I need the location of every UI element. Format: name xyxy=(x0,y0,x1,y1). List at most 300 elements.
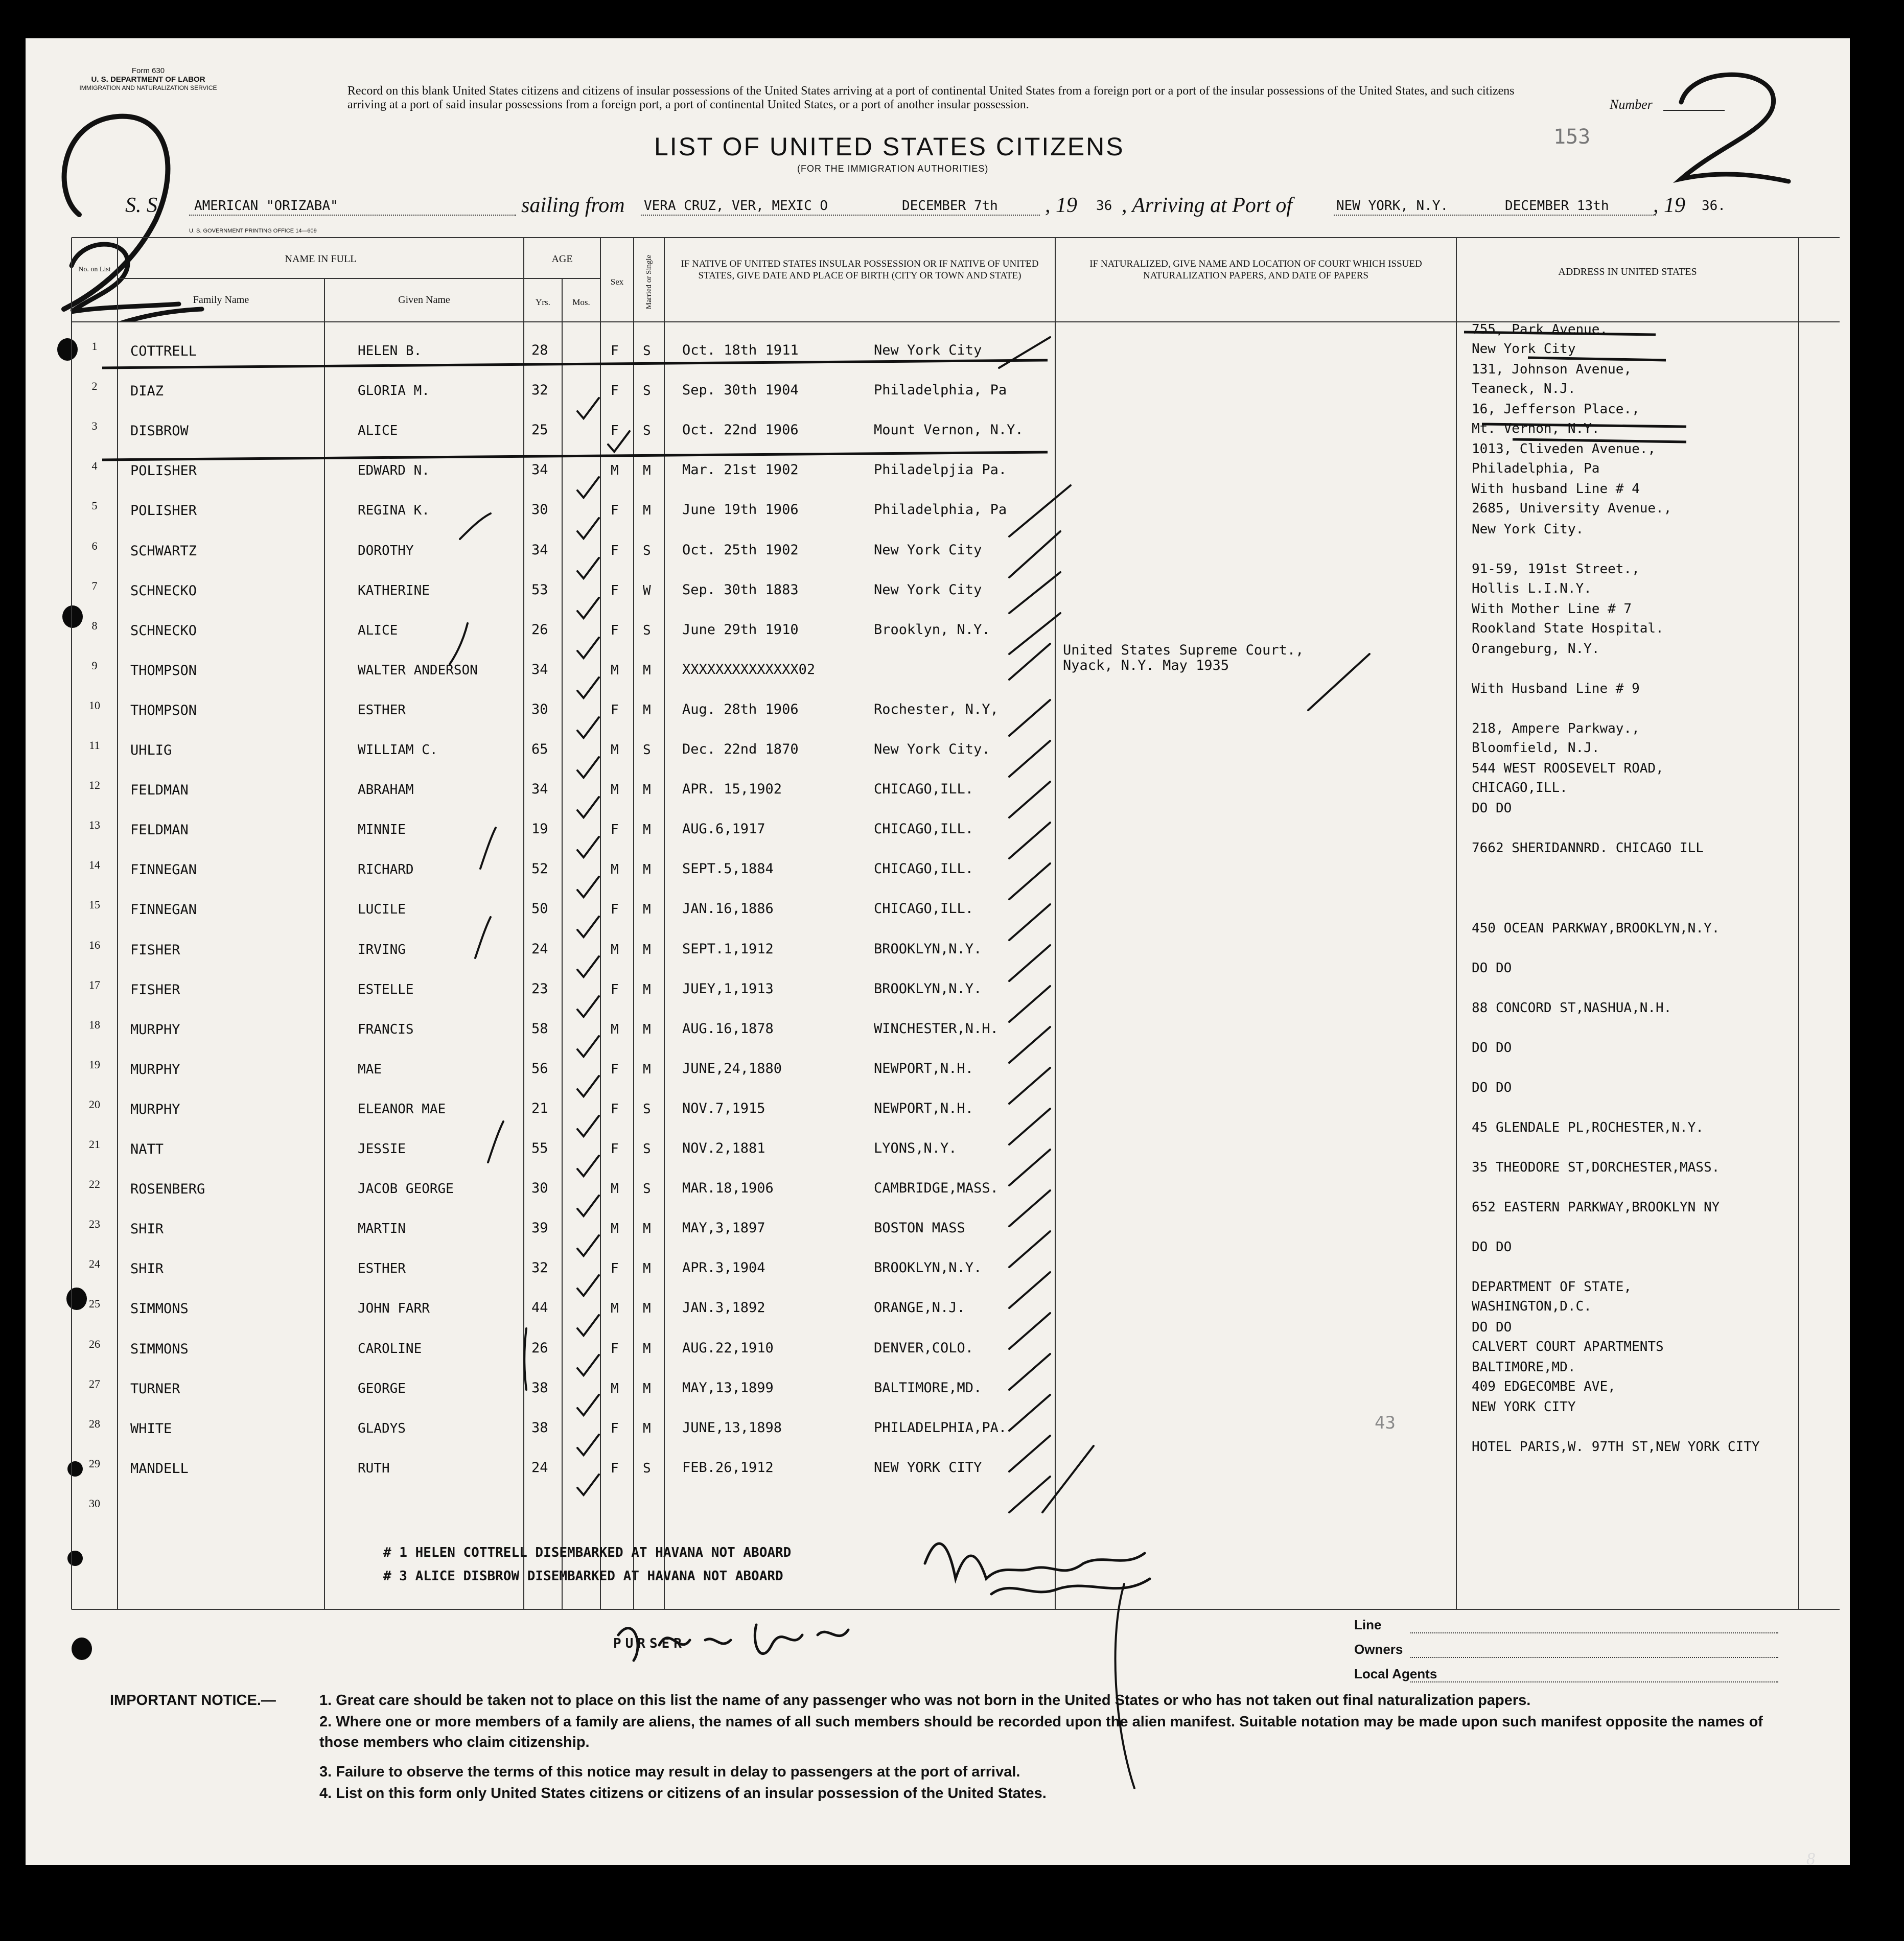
address-line-1: 88 CONCORD ST,NASHUA,N.H. xyxy=(1472,1000,1672,1016)
sex: F xyxy=(611,982,619,997)
age-years: 34 xyxy=(531,542,548,558)
col-naturalized: IF NATURALIZED, GIVE NAME AND LOCATION OF COURT WHICH ISSUED NATURALIZATION PAPERS, AND DATE OF PAPERS xyxy=(1089,259,1422,281)
col-no-on-list: No. on List xyxy=(78,266,111,273)
age-years: 28 xyxy=(531,342,548,358)
marital-status: M xyxy=(643,1062,651,1077)
address-line-2: CHICAGO,ILL. xyxy=(1472,780,1568,796)
given-name: JESSIE xyxy=(358,1141,406,1157)
birth-place: New York City xyxy=(874,542,982,558)
birth-date: AUG.22,1910 xyxy=(682,1340,774,1356)
marital-status: M xyxy=(643,703,651,718)
department: U. S. DEPARTMENT OF LABOR xyxy=(91,75,205,84)
notice-item-2: 2. Where one or more members of a family are aliens, the names of all such members should be recorded upon the alien manifest. Suitable notation may be made upon such manifest opposite the names of those members who claim citizenship. xyxy=(319,1714,1763,1750)
year-1: 36 xyxy=(1096,198,1112,214)
family-name: DISBROW xyxy=(130,423,189,439)
notice-label: IMPORTANT NOTICE.— xyxy=(110,1692,276,1709)
age-years: 21 xyxy=(531,1101,548,1116)
sex: F xyxy=(611,703,619,718)
purser-label: PURSER xyxy=(613,1636,686,1651)
address-line-1: DO DO xyxy=(1472,961,1512,976)
row-number: 23 xyxy=(89,1218,100,1230)
row-number: 27 xyxy=(89,1377,100,1390)
col-address: ADDRESS IN UNITED STATES xyxy=(1558,266,1697,277)
notice-item-3: 3. Failure to observe the terms of this notice may result in delay to passengers at the port of arrival. xyxy=(319,1764,1020,1780)
age-years: 50 xyxy=(531,901,548,917)
sex: F xyxy=(611,383,619,399)
given-name: GEORGE xyxy=(358,1381,406,1396)
marital-status: M xyxy=(643,1301,651,1316)
sex: F xyxy=(611,623,619,638)
birth-date: June 19th 1906 xyxy=(682,502,799,518)
sex: F xyxy=(611,822,619,837)
birth-date: Aug. 28th 1906 xyxy=(682,701,799,717)
address-line-1: 16, Jefferson Place., xyxy=(1472,402,1640,417)
col-mos: Mos. xyxy=(572,297,590,307)
row-number: 10 xyxy=(89,699,100,712)
address-line-2: New York City xyxy=(1472,341,1576,357)
row-number: 21 xyxy=(89,1138,100,1151)
row-number: 3 xyxy=(91,419,98,432)
form-number: Form 630 xyxy=(131,66,165,75)
marital-status: M xyxy=(643,862,651,877)
birth-place: Philadelphia, Pa xyxy=(874,502,1007,518)
row-number: 26 xyxy=(89,1338,100,1350)
address-line-1: 1013, Cliveden Avenue., xyxy=(1472,441,1656,457)
birth-place: Brooklyn, N.Y. xyxy=(874,622,990,638)
age-years: 23 xyxy=(531,981,548,997)
arrive-date: DECEMBER 13th xyxy=(1505,198,1609,214)
marital-status: S xyxy=(643,1461,651,1476)
from-port: VERA CRUZ, VER, MEXIC O xyxy=(644,198,828,214)
sex: F xyxy=(611,543,619,558)
address-line-1: With husband Line # 4 xyxy=(1472,481,1640,497)
age-years: 65 xyxy=(531,741,548,757)
given-name: ALICE xyxy=(358,423,398,438)
address-line-1: 652 EASTERN PARKWAY,BROOKLYN NY xyxy=(1472,1200,1720,1215)
given-name: WILLIAM C. xyxy=(358,742,438,758)
address-line-1: 35 THEODORE ST,DORCHESTER,MASS. xyxy=(1472,1160,1720,1175)
row-number: 19 xyxy=(89,1058,100,1071)
sex: F xyxy=(611,1421,619,1436)
age-years: 24 xyxy=(531,1460,548,1476)
address-line-1: With Mother Line # 7 xyxy=(1472,601,1632,617)
marital-status: M xyxy=(643,503,651,518)
given-name: JOHN FARR xyxy=(358,1301,430,1316)
age-years: 30 xyxy=(531,1180,548,1196)
to-port: NEW YORK, N.Y. xyxy=(1336,198,1449,214)
sex: M xyxy=(611,782,619,798)
given-name: MINNIE xyxy=(358,822,406,837)
age-years: 32 xyxy=(531,1260,548,1276)
officer-signature xyxy=(915,1517,1272,1615)
address-line-1: HOTEL PARIS,W. 97TH ST,NEW YORK CITY xyxy=(1472,1439,1760,1455)
arriving-label: , Arriving at Port of xyxy=(1122,194,1293,217)
given-name: HELEN B. xyxy=(358,343,422,359)
birth-date: NOV.2,1881 xyxy=(682,1140,765,1156)
ss-prefix: S. S. xyxy=(125,194,163,217)
given-name: EDWARD N. xyxy=(358,463,430,478)
birth-date: FEB.26,1912 xyxy=(682,1460,774,1476)
marital-status: M xyxy=(643,782,651,798)
sex: M xyxy=(611,742,619,758)
birth-place: BALTIMORE,MD. xyxy=(874,1380,982,1396)
row-number: 7 xyxy=(91,579,98,592)
given-name: CAROLINE xyxy=(358,1341,422,1357)
number-label: Number xyxy=(1610,97,1653,112)
row-number: 24 xyxy=(89,1257,100,1270)
birth-date: AUG.16,1878 xyxy=(682,1021,774,1037)
age-years: 30 xyxy=(531,701,548,717)
birth-place: NEWPORT,N.H. xyxy=(874,1061,974,1077)
family-name: MURPHY xyxy=(130,1022,180,1038)
birth-place: Mount Vernon, N.Y. xyxy=(874,422,1024,438)
age-years: 58 xyxy=(531,1021,548,1037)
birth-place: NEWPORT,N.H. xyxy=(874,1101,974,1116)
marital-status: S xyxy=(643,1141,651,1157)
address-line-2: Rookland State Hospital. xyxy=(1472,621,1664,636)
line-field xyxy=(1410,1632,1778,1633)
row-number: 15 xyxy=(89,898,100,911)
row-number: 13 xyxy=(89,819,100,831)
marital-status: S xyxy=(643,343,651,359)
owners-label: Owners xyxy=(1354,1642,1403,1657)
family-name: THOMPSON xyxy=(130,663,197,679)
birth-place: New York City xyxy=(874,342,982,358)
birth-date: Sep. 30th 1883 xyxy=(682,582,799,598)
sex: F xyxy=(611,1461,619,1476)
page-subtitle: (FOR THE IMMIGRATION AUTHORITIES) xyxy=(797,163,989,174)
marital-status: M xyxy=(643,1022,651,1037)
given-name: GLADYS xyxy=(358,1421,406,1436)
birth-date: MAY,13,1899 xyxy=(682,1380,774,1396)
address-line-2: 2685, University Avenue., xyxy=(1472,501,1672,516)
given-name: WALTER ANDERSON xyxy=(358,663,478,678)
given-name: JACOB GEORGE xyxy=(358,1181,454,1197)
row-number: 9 xyxy=(91,659,98,672)
family-name: SIMMONS xyxy=(130,1301,189,1317)
notice-item-4: 4. List on this form only United States citizens or citizens of an insular possession of the United States. xyxy=(319,1785,1047,1802)
sex: F xyxy=(611,1141,619,1157)
col-name-in-full: NAME IN FULL xyxy=(285,253,357,265)
sex: F xyxy=(611,902,619,917)
local-agents-label: Local Agents xyxy=(1354,1666,1437,1681)
age-years: 38 xyxy=(531,1380,548,1396)
row-number: 6 xyxy=(91,540,98,552)
col-married-or-single: Married or Single xyxy=(645,254,653,310)
family-name: FELDMAN xyxy=(130,822,189,838)
address-line-2: CALVERT COURT APARTMENTS xyxy=(1472,1339,1664,1354)
age-years: 52 xyxy=(531,861,548,877)
given-name: IRVING xyxy=(358,942,406,957)
address-line-1: DEPARTMENT OF STATE, xyxy=(1472,1279,1632,1295)
address-line-1: 91-59, 191st Street., xyxy=(1472,562,1640,577)
local-agents-field xyxy=(1410,1681,1778,1682)
birth-date: MAR.18,1906 xyxy=(682,1180,774,1196)
family-name: FISHER xyxy=(130,982,180,998)
family-name: MURPHY xyxy=(130,1062,180,1078)
given-name: LUCILE xyxy=(358,902,406,917)
naturalization-court-detail: Nyack, N.Y. May 1935 xyxy=(1063,658,1229,673)
family-name: SCHWARTZ xyxy=(130,543,197,559)
birth-date: Oct. 18th 1911 xyxy=(682,342,799,358)
family-name: THOMPSON xyxy=(130,703,197,718)
sex: M xyxy=(611,663,619,678)
given-name: MARTIN xyxy=(358,1221,406,1236)
given-name: ALICE xyxy=(358,623,398,638)
birth-place: CAMBRIDGE,MASS. xyxy=(874,1180,999,1196)
row-number: 30 xyxy=(89,1497,100,1510)
birth-date: JUEY,1,1913 xyxy=(682,981,774,997)
sex: M xyxy=(611,1181,619,1197)
year-prefix-1: , 19 xyxy=(1045,194,1077,217)
age-years: 19 xyxy=(531,821,548,837)
service: IMMIGRATION AND NATURALIZATION SERVICE xyxy=(79,84,217,91)
family-name: FINNEGAN xyxy=(130,902,197,918)
given-name: ESTELLE xyxy=(358,982,414,997)
given-name: RICHARD xyxy=(358,862,414,877)
col-family-name: Family Name xyxy=(193,294,249,306)
age-years: 34 xyxy=(531,462,548,478)
given-name: RUTH xyxy=(358,1461,390,1476)
birth-date: Oct. 22nd 1906 xyxy=(682,422,799,438)
marital-status: S xyxy=(643,383,651,399)
family-name: FISHER xyxy=(130,942,180,958)
birth-date: APR.3,1904 xyxy=(682,1260,765,1276)
marital-status: S xyxy=(643,623,651,638)
notice-item-1: 1. Great care should be taken not to place on this list the name of any passenger who was not born in the United States or who has not taken out final naturalization papers. xyxy=(319,1692,1531,1709)
birth-place: CHICAGO,ILL. xyxy=(874,821,974,837)
address-line-1: DO DO xyxy=(1472,1040,1512,1056)
row-number: 29 xyxy=(89,1457,100,1470)
ship-name: AMERICAN "ORIZABA" xyxy=(194,198,338,214)
family-name: TURNER xyxy=(130,1381,180,1397)
marital-status: M xyxy=(643,1421,651,1436)
address-line-1: With Husband Line # 9 xyxy=(1472,681,1640,696)
marital-status: W xyxy=(643,583,651,598)
age-years: 30 xyxy=(531,502,548,518)
address-line-1: DO DO xyxy=(1472,1240,1512,1255)
birth-place: ORANGE,N.J. xyxy=(874,1300,965,1316)
birth-place: CHICAGO,ILL. xyxy=(874,901,974,917)
address-line-2: 409 EDGECOMBE AVE, xyxy=(1472,1379,1616,1394)
family-name: MANDELL xyxy=(130,1461,189,1477)
marital-status: M xyxy=(643,1261,651,1276)
birth-date: Oct. 25th 1902 xyxy=(682,542,799,558)
family-name: FINNEGAN xyxy=(130,862,197,878)
row-number: 14 xyxy=(89,858,100,871)
given-name: KATHERINE xyxy=(358,583,430,598)
marital-status: M xyxy=(643,982,651,997)
family-name: SHIR xyxy=(130,1261,164,1277)
age-years: 44 xyxy=(531,1300,548,1316)
sailing-label: sailing from xyxy=(521,194,625,217)
family-name: MURPHY xyxy=(130,1102,180,1117)
sex: M xyxy=(611,463,619,478)
birth-place: New York City xyxy=(874,582,982,598)
age-years: 26 xyxy=(531,1340,548,1356)
marital-status: M xyxy=(643,942,651,957)
marital-status: M xyxy=(643,822,651,837)
sex: F xyxy=(611,1261,619,1276)
marital-status: S xyxy=(643,1181,651,1197)
marital-status: S xyxy=(643,543,651,558)
row-number: 12 xyxy=(89,779,100,791)
marital-status: S xyxy=(643,1102,651,1117)
family-name: SCHNECKO xyxy=(130,583,197,599)
row-number: 18 xyxy=(89,1018,100,1031)
address-line-1: BALTIMORE,MD. xyxy=(1472,1360,1576,1375)
family-name: POLISHER xyxy=(130,463,197,479)
row-number: 4 xyxy=(91,459,98,472)
birth-date: JUNE,24,1880 xyxy=(682,1061,782,1077)
marital-status: M xyxy=(643,463,651,478)
address-line-2: Teaneck, N.J. xyxy=(1472,381,1576,396)
birth-place: New York City. xyxy=(874,741,990,757)
marital-status: M xyxy=(643,1381,651,1396)
stamp-number: 153 xyxy=(1553,125,1591,149)
address-line-1: NEW YORK CITY xyxy=(1472,1399,1576,1415)
address-line-1: DO DO xyxy=(1472,801,1512,816)
birth-place: CHICAGO,ILL. xyxy=(874,861,974,877)
row-number: 28 xyxy=(89,1417,100,1430)
birth-date: MAY,3,1897 xyxy=(682,1220,765,1236)
birth-date: XXXXXXXXXXXXXX02 xyxy=(682,662,816,677)
sex: F xyxy=(611,1102,619,1117)
birth-date: AUG.6,1917 xyxy=(682,821,765,837)
given-name: ESTHER xyxy=(358,703,406,718)
birth-place: CHICAGO,ILL. xyxy=(874,781,974,797)
sex: F xyxy=(611,503,619,518)
address-line-1: 218, Ampere Parkway., xyxy=(1472,721,1640,736)
col-yrs: Yrs. xyxy=(536,297,550,307)
birth-place: BOSTON MASS xyxy=(874,1220,965,1236)
row-number: 5 xyxy=(91,499,98,512)
birth-place: DENVER,COLO. xyxy=(874,1340,974,1356)
marital-status: M xyxy=(643,1341,651,1357)
row-number: 1 xyxy=(91,340,98,353)
year-2: 36. xyxy=(1702,198,1726,214)
family-name: DIAZ xyxy=(130,383,164,399)
row-number: 22 xyxy=(89,1178,100,1190)
given-name: FRANCIS xyxy=(358,1022,414,1037)
family-name: POLISHER xyxy=(130,503,197,519)
row-number: 2 xyxy=(91,380,98,392)
age-years: 26 xyxy=(531,622,548,638)
depart-date: DECEMBER 7th xyxy=(902,198,998,214)
address-line-1: 755, Park Avenue. xyxy=(1472,322,1608,337)
family-name: UHLIG xyxy=(130,742,172,758)
marital-status: M xyxy=(643,1221,651,1236)
sex: F xyxy=(611,1062,619,1077)
birth-date: Mar. 21st 1902 xyxy=(682,462,799,478)
sex: M xyxy=(611,942,619,957)
marital-status: M xyxy=(643,663,651,678)
address-line-2: Mt. Vernon, N.Y. xyxy=(1472,421,1600,436)
row-number: 11 xyxy=(89,739,100,752)
birth-place: LYONS,N.Y. xyxy=(874,1140,957,1156)
row-number: 8 xyxy=(91,619,98,632)
birth-place: BROOKLYN,N.Y. xyxy=(874,941,982,957)
address-line-1: DO DO xyxy=(1472,1080,1512,1095)
address-line-1: 45 GLENDALE PL,ROCHESTER,N.Y. xyxy=(1472,1120,1704,1135)
row-number: 25 xyxy=(89,1297,100,1310)
birth-date: June 29th 1910 xyxy=(682,622,799,638)
birth-place: NEW YORK CITY xyxy=(874,1460,982,1476)
row-number: 20 xyxy=(89,1098,100,1111)
note-row-3: # 3 ALICE DISBROW DISEMBARKED AT HAVANA NOT ABOARD xyxy=(383,1569,783,1584)
age-years: 39 xyxy=(531,1220,548,1236)
given-name: REGINA K. xyxy=(358,503,430,518)
birth-date: SEPT.1,1912 xyxy=(682,941,774,957)
age-years: 32 xyxy=(531,382,548,398)
printing-office: U. S. GOVERNMENT PRINTING OFFICE 14—609 xyxy=(189,228,317,234)
given-name: MAE xyxy=(358,1062,382,1077)
sex: F xyxy=(611,423,619,438)
family-name: NATT xyxy=(130,1141,164,1157)
sex: M xyxy=(611,1381,619,1396)
col-native-birth: IF NATIVE OF UNITED STATES INSULAR POSSESSION OR IF NATIVE OF UNITED STATES, GIVE DATE AND PLACE OF BIRTH (CITY OR TOWN AND STATE) xyxy=(681,259,1039,281)
birth-place: Philadelpjia Pa. xyxy=(874,462,1007,478)
address-line-1: 7662 SHERIDANNRD. CHICAGO ILL xyxy=(1472,840,1704,856)
address-line-1: DO DO xyxy=(1472,1320,1512,1335)
age-years: 34 xyxy=(531,781,548,797)
birth-date: Dec. 22nd 1870 xyxy=(682,741,799,757)
owners-field xyxy=(1410,1657,1778,1658)
address-line-1: 450 OCEAN PARKWAY,BROOKLYN,N.Y. xyxy=(1472,921,1720,936)
birth-place: BROOKLYN,N.Y. xyxy=(874,1260,982,1276)
given-name: DOROTHY xyxy=(358,543,414,558)
sex: M xyxy=(611,1022,619,1037)
marital-status: S xyxy=(643,423,651,438)
note-row-1: # 1 HELEN COTTRELL DISEMBARKED AT HAVANA NOT ABOARD xyxy=(383,1545,792,1560)
birth-place: Philadelphia, Pa xyxy=(874,382,1007,398)
birth-date: JAN.3,1892 xyxy=(682,1300,765,1316)
sex: M xyxy=(611,1301,619,1316)
age-years: 56 xyxy=(531,1061,548,1077)
page-mark: 8 xyxy=(1806,1850,1815,1868)
row-number: 17 xyxy=(89,978,100,991)
address-line-1: Orangeburg, N.Y. xyxy=(1472,641,1600,657)
given-name: ABRAHAM xyxy=(358,782,414,798)
family-name: SIMMONS xyxy=(130,1341,189,1357)
col-age: AGE xyxy=(551,253,573,265)
address-line-1: New York City. xyxy=(1472,522,1584,537)
sex: M xyxy=(611,862,619,877)
sex: F xyxy=(611,583,619,598)
sex: F xyxy=(611,343,619,359)
line-label: Line xyxy=(1354,1617,1382,1632)
age-years: 25 xyxy=(531,422,548,438)
address-line-2: WASHINGTON,D.C. xyxy=(1472,1299,1592,1314)
margin-number-43: 43 xyxy=(1375,1413,1396,1433)
given-name: ELEANOR MAE xyxy=(358,1102,446,1117)
family-name: SHIR xyxy=(130,1221,164,1237)
intro-instructions: Record on this blank United States citizens and citizens of insular possessions of the United States arriving at a port of continental United States from a foreign port or a port of the insular possessions of the United States, and such citizens arriving at a port of said insular possessions from a foreign port, a port of continental United States, or a port of another insular possession. xyxy=(347,84,1515,111)
col-given-name: Given Name xyxy=(398,294,450,306)
birth-date: JAN.16,1886 xyxy=(682,901,774,917)
birth-date: NOV.7,1915 xyxy=(682,1101,765,1116)
address-line-1: 544 WEST ROOSEVELT ROAD, xyxy=(1472,761,1664,776)
birth-date: Sep. 30th 1904 xyxy=(682,382,799,398)
row-number: 16 xyxy=(89,939,100,951)
sex: M xyxy=(611,1221,619,1236)
age-years: 53 xyxy=(531,582,548,598)
address-line-2: Bloomfield, N.J. xyxy=(1472,740,1600,756)
address-line-2: Hollis L.I.N.Y. xyxy=(1472,581,1592,596)
birth-place: WINCHESTER,N.H. xyxy=(874,1021,999,1037)
col-sex: Sex xyxy=(610,277,624,287)
page-title: LIST OF UNITED STATES CITIZENS xyxy=(654,132,1125,161)
